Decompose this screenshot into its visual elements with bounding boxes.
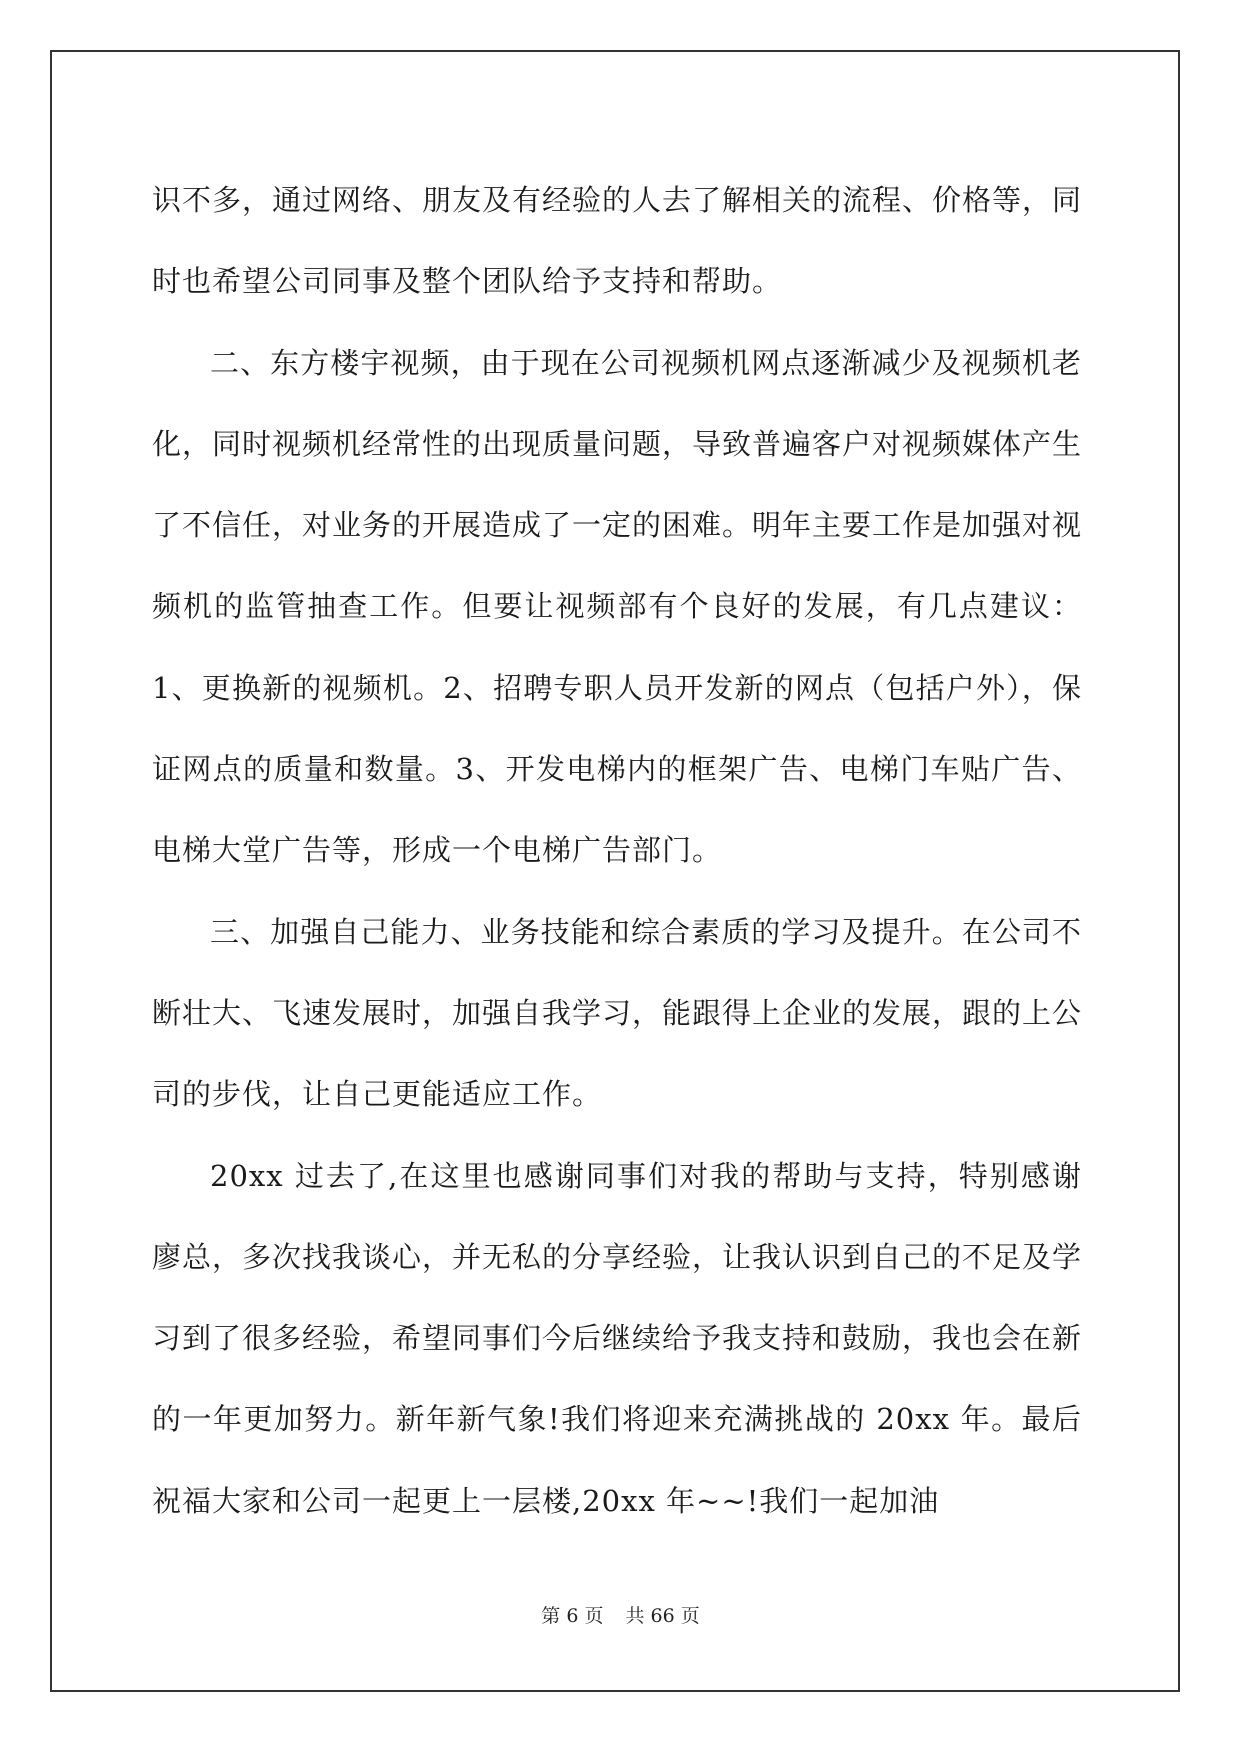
paragraph-3: 三、加强自己能力、业务技能和综合素质的学习及提升。在公司不断壮大、飞速发展时，加强自我学习，能跟得上企业的发展，跟的上公司的步伐，让自己更能适应工作。 <box>152 914 1083 1112</box>
page-total: 共 66 页 <box>625 1605 700 1627</box>
page-number: 第 6 页 <box>541 1605 604 1627</box>
page-footer <box>0 1604 1241 1628</box>
document-body <box>152 160 1082 1542</box>
paragraph-4: 20xx 过去了,在这里也感谢同事们对我的帮助与支持，特别感谢廖总，多次找我谈心，并无私的分享经验，让我认识到自己的不足及学习到了很多经验，希望同事们今后继续给予我支持和鼓励，我也会在新的一年更加努力。新年新气象!我们将迎来充满挑战的 20xx 年。最后祝福大家和公司一起更上一层楼,20xx 年~~!我们一起加油 <box>152 1158 1083 1518</box>
paragraph-2: 二、东方楼宇视频，由于现在公司视频机网点逐渐减少及视频机老化，同时视频机经常性的出现质量问题，导致普遍客户对视频媒体产生了不信任，对业务的开展造成了一定的困难。明年主要工作是加强对视频机的监管抽查工作。但要让视频部有个良好的发展，有几点建议：1、更换新的视频机。2、招聘专职人员开发新的网点（包括户外），保证网点的质量和数量。3、开发电梯内的框架广告、电梯门车贴广告、电梯大堂广告等，形成一个电梯广告部门。 <box>152 345 1083 868</box>
paragraph-1: 识不多，通过网络、朋友及有经验的人去了解相关的流程、价格等，同时也希望公司同事及整个团队给予支持和帮助。 <box>152 183 1083 299</box>
